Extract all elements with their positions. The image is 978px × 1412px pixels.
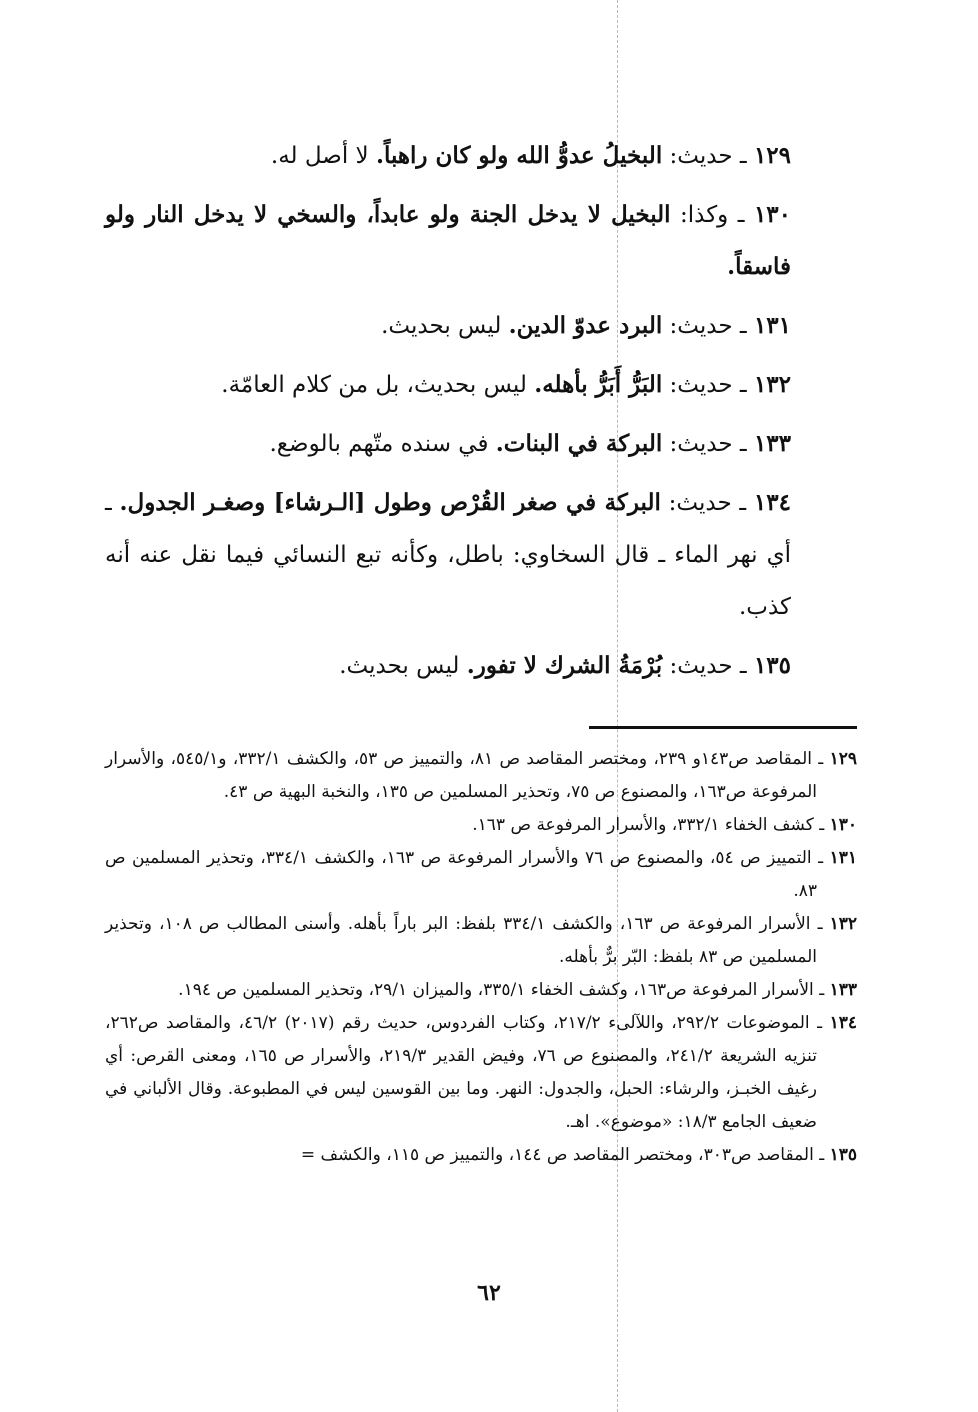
entry-130: ١٣٠ ـ وكذا: البخيل لا يدخل الجنة ولو عابداً، والسخي لا يدخل النار ولو فاسقاً. <box>105 201 791 280</box>
footnote-133: ١٣٣ ـ الأسرار المرفوعة ص١٦٣، وكشف الخفاء ٣٣٥/١، والميزان ٢٩/١، وتحذير المسلمين ص ١٩٤. <box>178 980 857 1000</box>
page-content <box>105 130 857 1172</box>
entry-133: ١٣٣ ـ حديث: البركة في البنات. في سنده متّهم بالوضع. <box>269 430 791 457</box>
entry-134: ١٣٤ ـ حديث: البركة في صغر القُرْص وطول [الـرشاء] وصغـر الجدول. ـ أي نهر الماء ـ قال السخاوي: باطل، وكأنه تبع النسائي فيما نقل عنه أنه كذب. <box>105 489 791 620</box>
entry-132: ١٣٢ ـ حديث: البَرُّ أَبَرُّ بأهله. ليس بحديث، بل من كلام العامّة. <box>221 371 791 398</box>
footnote-129: ١٢٩ ـ المقاصد ص١٤٣و ٢٣٩، ومختصر المقاصد ص ٨١، والتمييز ص ٥٣، والكشف ٣٣٢/١، و٥٤٥/١، والأسرار المرفوعة ص١٦٣، والمصنوع ص ٧٥، وتحذير المسلمين ص ١٣٥، والنخبة البهية ص ٤٣. <box>105 749 858 802</box>
footnote-135: ١٣٥ ـ المقاصد ص٣٠٣، ومختصر المقاصد ص ١٤٤، والتمييز ص ١١٥، والكشف = <box>300 1145 857 1165</box>
footnote-132: ١٣٢ ـ الأسرار المرفوعة ص ١٦٣، والكشف ٣٣٤/١ بلفظ: البر باراً بأهله. وأسنى المطالب ص ١٠٨، وتحذير المسلمين ص ٨٣ بلفظ: البّر برٌّ بأهله. <box>105 914 857 967</box>
footnotes-list <box>105 743 857 1172</box>
entry-135: ١٣٥ ـ حديث: بُرْمَةُ الشرك لا تفور. ليس بحديث. <box>339 652 791 679</box>
footnote-134: ١٣٤ ـ الموضوعات ٢٩٢/٢، واللآلىء ٢١٧/٢، وكتاب الفردوس، حديث رقم (٢٠١٧) ٤٦/٢، والمقاصد ص٢٦٢، تنزيه الشريعة ٢٤١/٢، والمصنوع ص ٧٦، وفيض القدير ٢١٩/٣، والأسرار ص ١٦٥، ومعنى القرص: أي رغيف الخبـز، والرشاء: الحبل، والجدول: النهر. وما بين القوسين ليس في المطبوعة. وقال الألباني في ضعيف الجامع ١٨/٣: «موضوع». اهـ. <box>105 1013 857 1132</box>
page-number: ٦٢ <box>477 1280 501 1306</box>
entries-list <box>105 130 857 692</box>
footnote-separator <box>589 726 857 729</box>
entry-131: ١٣١ ـ حديث: البرد عدوّ الدين. ليس بحديث. <box>381 312 791 339</box>
footnote-130: ١٣٠ ـ كشف الخفاء ٣٣٢/١، والأسرار المرفوعة ص ١٦٣. <box>472 815 857 835</box>
entry-129: ١٢٩ ـ حديث: البخيلُ عدوُّ الله ولو كان راهباً. لا أصل له. <box>270 142 791 169</box>
footnote-131: ١٣١ ـ التمييز ص ٥٤، والمصنوع ص ٧٦ والأسرار المرفوعة ص ١٦٣، والكشف ٣٣٤/١، وتحذير المسلمين ص ٨٣. <box>105 848 857 901</box>
